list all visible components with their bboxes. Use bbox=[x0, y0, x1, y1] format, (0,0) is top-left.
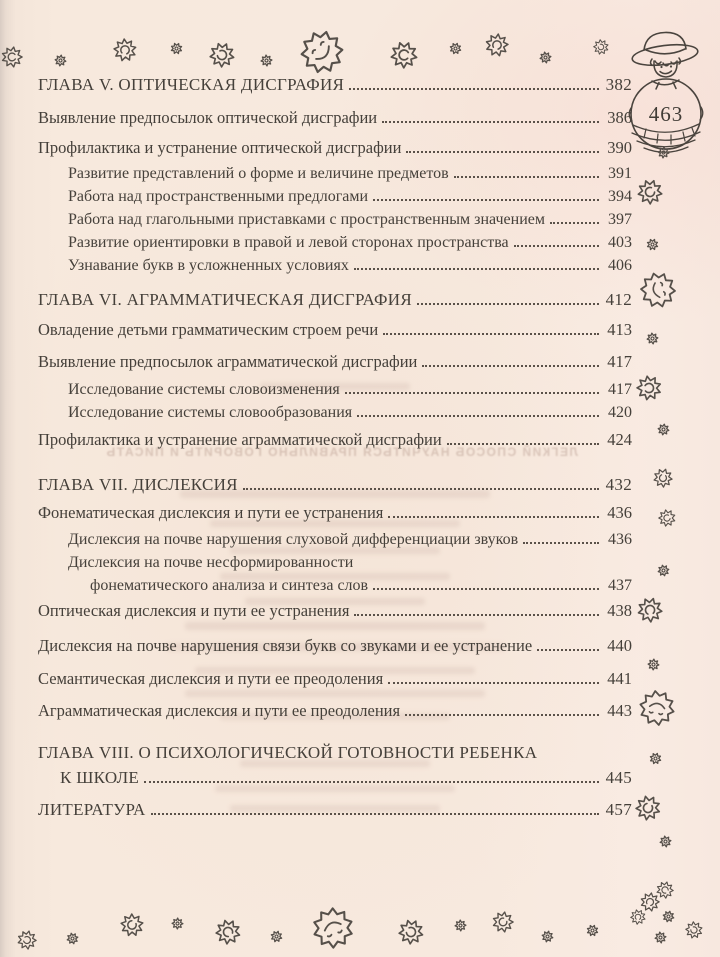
toc-subentry-row bbox=[38, 378, 632, 401]
page-number: 436 bbox=[607, 503, 632, 522]
toc-chapter-row bbox=[38, 797, 632, 822]
toc-entry-row bbox=[38, 105, 632, 130]
toc-subentry-row bbox=[38, 185, 632, 208]
small-sun-dot-icon bbox=[659, 907, 677, 925]
page-number: 441 bbox=[607, 669, 632, 688]
dot-leader bbox=[422, 365, 599, 367]
page-number: 394 bbox=[608, 188, 632, 205]
dot-leader bbox=[349, 88, 599, 90]
toc-entry-row bbox=[38, 135, 632, 160]
entry-label: Профилактика и устранение аграмматической дисграфии bbox=[38, 430, 442, 449]
page-number: 403 bbox=[608, 234, 632, 251]
small-sun-dot-icon bbox=[268, 928, 284, 944]
entry-label: Дислексия на почве нарушения связи букв со звуками и ее устранение bbox=[38, 636, 533, 655]
dot-leader bbox=[523, 542, 599, 544]
small-sun-dot-icon bbox=[644, 655, 662, 673]
dot-leader bbox=[514, 245, 599, 247]
doll-in-hat-icon bbox=[616, 28, 716, 156]
sun-doodle-icon bbox=[655, 506, 678, 529]
dot-leader bbox=[373, 199, 599, 201]
small-sun-dot-icon bbox=[170, 916, 183, 929]
entry-label: Дислексия на почве нарушения слуховой дифференциации звуков bbox=[68, 531, 519, 548]
toc-subentry-row bbox=[38, 231, 632, 254]
dot-leader bbox=[382, 121, 599, 123]
toc-chapter-row bbox=[38, 740, 632, 790]
toc-entry-row bbox=[38, 698, 632, 723]
small-sun-dot-icon bbox=[653, 930, 668, 945]
dot-leader bbox=[537, 649, 599, 651]
smiling-sun-icon bbox=[634, 266, 683, 315]
dot-leader bbox=[373, 588, 599, 590]
toc-subentry-row bbox=[38, 208, 632, 231]
entry-label: Работа над глагольными приставками с пространственным значением bbox=[68, 211, 545, 228]
sun-doodle-icon bbox=[632, 174, 668, 210]
dot-leader bbox=[388, 516, 599, 518]
dot-leader bbox=[550, 222, 599, 224]
entry-label: фонематического анализа и синтеза слов bbox=[90, 577, 369, 594]
toc-entry-row bbox=[38, 598, 632, 623]
small-sun-dot-icon bbox=[646, 749, 663, 766]
dot-leader bbox=[447, 443, 599, 445]
page-number: 457 bbox=[605, 800, 632, 819]
doll-face bbox=[651, 58, 681, 89]
entry-label: Развитие ориентировки в правой и левой сторонах пространства bbox=[68, 234, 509, 251]
dot-leader bbox=[357, 415, 599, 417]
toc-subentry-row bbox=[38, 528, 632, 551]
sun-doodle-icon bbox=[393, 914, 429, 950]
small-sun-dot-icon bbox=[656, 145, 670, 159]
entry-label: ЛИТЕРАТУРА bbox=[38, 800, 146, 819]
page-number: 413 bbox=[607, 320, 632, 339]
dot-leader bbox=[454, 176, 599, 178]
entry-label: Фонематическая дислексия и пути ее устранения bbox=[38, 503, 384, 522]
smiling-sun-icon bbox=[633, 684, 680, 731]
toc-entry-row bbox=[38, 349, 632, 374]
dot-leader bbox=[405, 714, 599, 716]
small-sun-dot-icon bbox=[644, 236, 661, 253]
entry-label: Исследование системы словообразования bbox=[68, 404, 353, 421]
page-number: 445 bbox=[605, 768, 632, 787]
dot-leader bbox=[144, 781, 599, 783]
toc-entry-row bbox=[38, 317, 632, 342]
page-number: 391 bbox=[608, 165, 632, 182]
entry-label: Оптическая дислексия и пути ее устранения bbox=[38, 601, 350, 620]
entry-label: Работа над пространственными предлогами bbox=[68, 188, 369, 205]
toc-chapter-row bbox=[38, 72, 632, 97]
page-number: 412 bbox=[605, 290, 632, 309]
dot-leader bbox=[151, 813, 599, 815]
small-sun-dot-icon bbox=[64, 930, 80, 946]
sun-doodle-icon bbox=[636, 596, 664, 624]
bleed-through-text: ЛЕГКИЙ СПОСОБ НАУЧИТЬСЯ ПРАВИЛЬНО ГОВОРИТЬ И ПИСАТЬ bbox=[105, 445, 578, 459]
page-number: 437 bbox=[608, 577, 632, 594]
dot-leader bbox=[406, 151, 599, 153]
page-number: 440 bbox=[607, 636, 632, 655]
page-number: 397 bbox=[608, 211, 632, 228]
page-number: 417 bbox=[608, 381, 632, 398]
sun-doodle-icon bbox=[14, 927, 40, 953]
page-number: 390 bbox=[607, 138, 632, 157]
small-sun-dot-icon bbox=[453, 918, 467, 932]
entry-label: Выявление предпосылок оптической дисграфии bbox=[38, 108, 378, 127]
sun-doodle-icon bbox=[636, 375, 662, 401]
entry-label: Исследование системы словоизменения bbox=[68, 381, 340, 398]
page-number: 432 bbox=[605, 475, 632, 494]
page-number: 417 bbox=[607, 352, 632, 371]
dot-leader bbox=[354, 268, 599, 270]
dot-leader bbox=[388, 682, 599, 684]
entry-label: Выявление предпосылок аграмматической дисграфии bbox=[38, 352, 418, 371]
small-sun-dot-icon bbox=[583, 921, 600, 938]
page-number: 436 bbox=[608, 531, 632, 548]
entry-label: Профилактика и устранение оптической дисграфии bbox=[38, 138, 402, 157]
toc-entry-row bbox=[38, 633, 632, 658]
toc-entry-row bbox=[38, 666, 632, 691]
toc-subentry-row bbox=[38, 551, 632, 597]
sun-doodle-icon bbox=[115, 908, 149, 942]
sun-doodle-icon bbox=[388, 39, 421, 72]
page-number: 386 bbox=[607, 108, 632, 127]
page-number: 382 bbox=[605, 75, 632, 94]
toc-chapter-row bbox=[38, 472, 632, 497]
entry-label: Развитие представлений о форме и величине предметов bbox=[68, 165, 449, 182]
entry-label: ГЛАВА VIII. О ПСИХОЛОГИЧЕСКОЙ ГОТОВНОСТИ РЕБЕНКА bbox=[38, 743, 538, 762]
sun-doodle-icon bbox=[651, 466, 676, 491]
page-number: 406 bbox=[608, 257, 632, 274]
dot-leader bbox=[354, 614, 599, 616]
sun-doodle-icon bbox=[1, 46, 23, 68]
sun-doodle-icon bbox=[681, 917, 706, 942]
small-sun-dot-icon bbox=[539, 928, 555, 944]
sun-doodle-icon bbox=[630, 790, 665, 825]
toc-chapter-row bbox=[38, 287, 632, 312]
toc bbox=[38, 0, 632, 822]
small-sun-dot-icon bbox=[658, 834, 673, 849]
doll-hat bbox=[631, 32, 699, 68]
small-sun-dot-icon bbox=[537, 49, 552, 64]
entry-label: ГЛАВА VII. ДИСЛЕКСИЯ bbox=[38, 475, 238, 494]
page-number: 424 bbox=[607, 430, 632, 449]
dot-leader bbox=[383, 333, 599, 335]
small-sun-dot-icon bbox=[259, 53, 273, 67]
small-sun-dot-icon bbox=[643, 329, 661, 347]
dot-leader bbox=[243, 488, 599, 490]
page-number: 438 bbox=[607, 601, 632, 620]
page-number: 443 bbox=[607, 701, 632, 720]
toc-subentry-row bbox=[38, 401, 632, 424]
small-sun-dot-icon bbox=[654, 420, 672, 438]
entry-label: К ШКОЛЕ bbox=[60, 768, 140, 787]
dot-leader bbox=[345, 392, 599, 394]
toc-entry-row bbox=[38, 500, 632, 525]
smiling-sun-icon bbox=[304, 899, 362, 957]
entry-label: Узнавание букв в усложненных условиях bbox=[68, 257, 349, 274]
page-number-badge: 463 bbox=[648, 102, 684, 126]
toc-entry-row bbox=[38, 427, 632, 452]
entry-label: Дислексия на почве несформированности bbox=[68, 554, 354, 571]
entry-label: Семантическая дислексия и пути ее преодоления bbox=[38, 669, 384, 688]
sun-doodle-icon bbox=[210, 914, 246, 950]
entry-label: Аграмматическая дислексия и пути ее преодоления bbox=[38, 701, 401, 720]
entry-label: Овладение детьми грамматическим строем речи bbox=[38, 320, 379, 339]
toc-subentry-row bbox=[38, 254, 632, 277]
small-sun-dot-icon bbox=[654, 561, 672, 579]
entry-label: ГЛАВА V. ОПТИЧЕСКАЯ ДИСГРАФИЯ bbox=[38, 75, 345, 94]
entry-label: ГЛАВА VI. АГРАММАТИЧЕСКАЯ ДИСГРАФИЯ bbox=[38, 290, 412, 309]
dot-leader bbox=[417, 303, 599, 305]
toc-subentry-row bbox=[38, 162, 632, 185]
sun-doodle-icon bbox=[488, 907, 519, 938]
page-number: 420 bbox=[608, 404, 632, 421]
